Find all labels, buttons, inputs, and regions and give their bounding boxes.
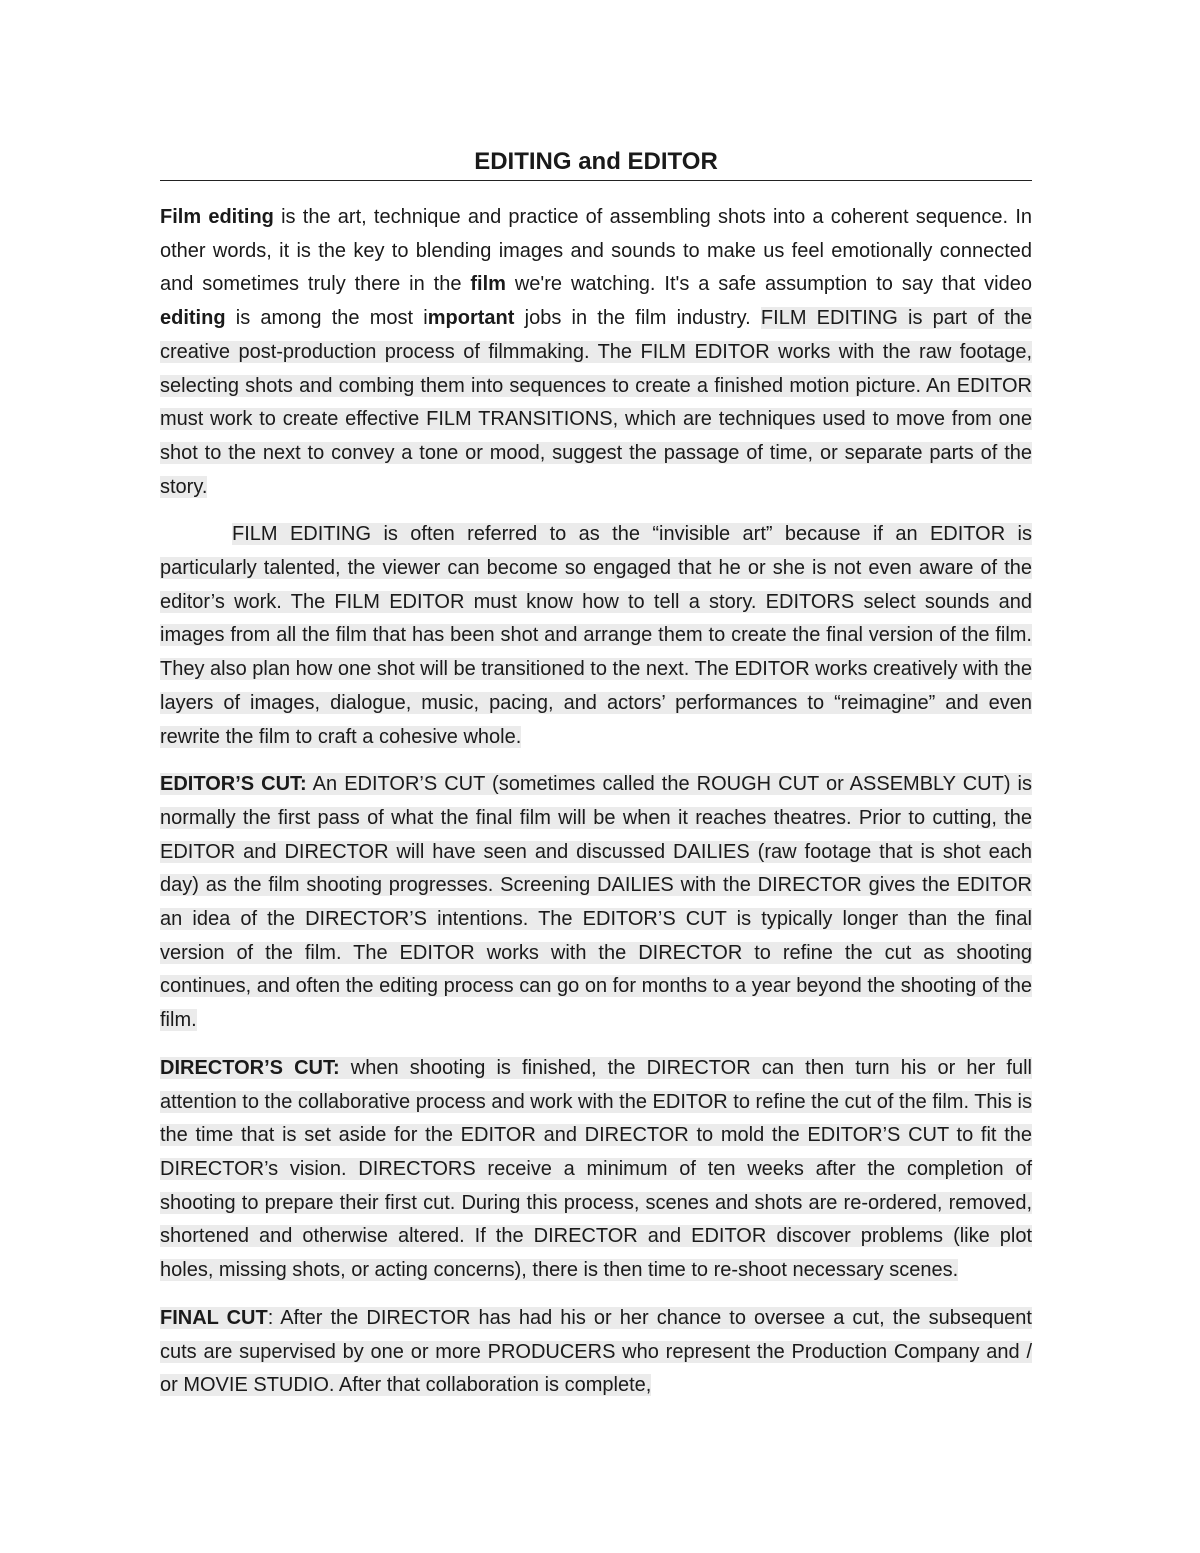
title-underline bbox=[160, 180, 1032, 181]
paragraph-text: is the art, technique and practice of assembling shots into a coherent sequence. In other words, it is the key to blending images and sounds to make us feel emotionally connected and sometimes truly there in the bbox=[160, 206, 1032, 296]
paragraph-directors-cut bbox=[160, 1052, 1032, 1288]
paragraph-final-cut bbox=[160, 1302, 1032, 1403]
highlighted-text: FILM EDITING is part of the creative post-production process of filmmaking. The FILM EDITOR works with the raw footage, selecting shots and combing them into sequences to create a finished motion picture. An EDITOR must work to create effective FILM TRANSITIONS, which are techniques used to move from one shot to the next to convey a tone or mood, suggest the passage of time, or separate parts of the story. bbox=[160, 307, 1033, 498]
paragraph-text: is among the most i bbox=[225, 307, 428, 330]
bold-term: editing bbox=[160, 307, 226, 330]
paragraph-film-editing bbox=[160, 201, 1032, 504]
document-title: EDITING and EDITOR bbox=[474, 148, 718, 175]
highlighted-text bbox=[160, 1057, 1032, 1281]
paragraph-text: An EDITOR’S CUT (sometimes called the ROUGH CUT or ASSEMBLY CUT) is normally the first pass of what the final film will be when it reaches theatres. Prior to cutting, the EDITOR and DIRECTOR will have seen and discussed DAILIES (raw footage that is shot each day) as the film shooting progresses. Screening DAILIES with the DIRECTOR gives the EDITOR an idea of the DIRECTOR’S intentions. The EDITOR’S CUT is typically longer than the final version of the film. The EDITOR works with the DIRECTOR to refine the cut as shooting continues, and often the editing process can go on for months to a year beyond the shooting of the film. bbox=[160, 773, 1032, 1032]
paragraph-text: : After the DIRECTOR has had his or her chance to oversee a cut, the subsequent cuts are supervised by one or more PRODUCERS who represent the Production Company and / or MOVIE STUDIO. After that collaboration is complete, bbox=[160, 1306, 1032, 1397]
paragraph-invisible-art bbox=[160, 518, 1032, 754]
highlighted-text bbox=[160, 1307, 1032, 1396]
section-heading: EDITOR’S CUT: bbox=[160, 773, 307, 796]
highlighted-text bbox=[160, 773, 1032, 1031]
section-heading: FINAL CUT bbox=[160, 1306, 268, 1329]
highlighted-text: FILM EDITING is often referred to as the “invisible art” because if an EDITOR is particularly talented, the viewer can become so engaged that he or she is not even aware of the editor’s work. The FILM EDITOR must know how to tell a story. EDITORS select sounds and images from all the film that has been shot and arrange them to create the final version of the film. They also plan how one shot will be transitioned to the next. The EDITOR works creatively with the layers of images, dialogue, music, pacing, and actors’ performances to “reimagine” and even rewrite the film to craft a cohesive whole. bbox=[160, 523, 1032, 748]
paragraph-text: when shooting is finished, the DIRECTOR can then turn his or her full attention to the collaborative process and work with the EDITOR to refine the cut of the film. This is the time that is set aside for the EDITOR and DIRECTOR to mold the EDITOR’S CUT to fit the DIRECTOR’s vision. DIRECTORS receive a minimum of ten weeks after the completion of shooting to prepare their first cut. During this process, scenes and shots are re-ordered, removed, shortened and otherwise altered. If the DIRECTOR and EDITOR discover problems (like plot holes, missing shots, or acting concerns), there is then time to re-shoot necessary scenes. bbox=[160, 1056, 1032, 1282]
bold-term: Film editing bbox=[160, 206, 274, 228]
paragraph-text: we're watching. It's a safe assumption to say that video bbox=[505, 273, 1032, 296]
paragraph-text: jobs in the film industry. bbox=[514, 307, 761, 330]
paragraph-editors-cut bbox=[160, 768, 1032, 1038]
section-heading: DIRECTOR’S CUT: bbox=[160, 1056, 340, 1079]
bold-term: mportant bbox=[427, 307, 515, 330]
bold-term: film bbox=[470, 273, 506, 296]
document-body bbox=[160, 201, 1032, 1417]
